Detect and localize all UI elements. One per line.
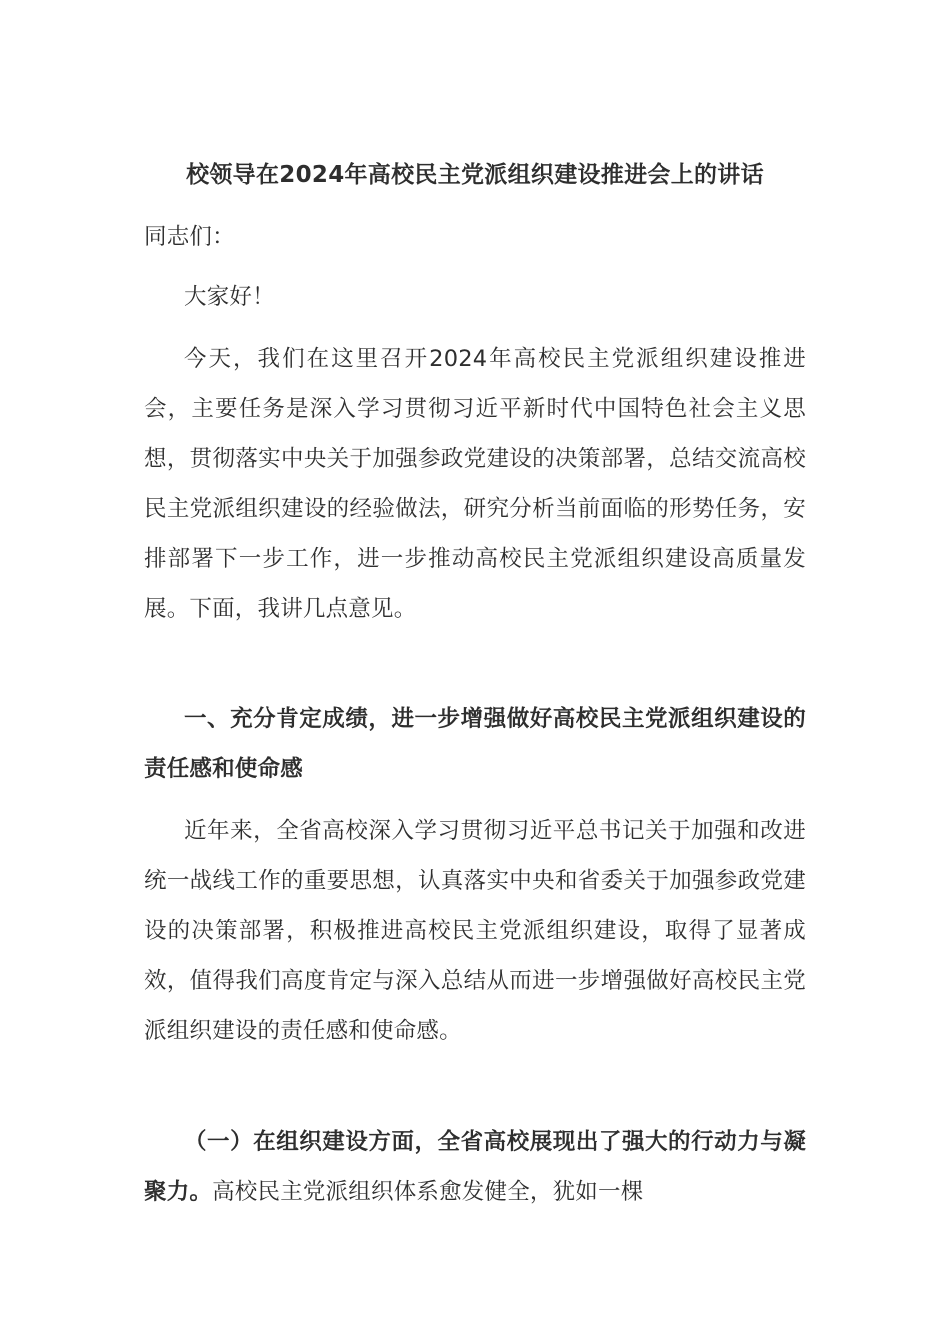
section-1-paragraph: 近年来，全省高校深入学习贯彻习近平总书记关于加强和改进统一战线工作的重要思想，认真落实中央和省委关于加强参政党建设的决策部署，积极推进高校民主党派组织建设，取得了显著成效，值得我们高度肯定与深入总结从而进一步增强做好高校民主党派组织建设的责任感和使命感。	[144, 818, 806, 1044]
greeting: 大家好！	[184, 284, 275, 310]
document-title: 校领导在2024年高校民主党派组织建设推进会上的讲话	[186, 162, 764, 188]
subsection-heading-1: （一）在组织建设方面，全省高校展现出了强大的行动力与凝聚力。	[144, 1129, 806, 1205]
section-heading-1: 一、充分肯定成绩，进一步增强做好高校民主党派组织建设的责任感和使命感	[144, 706, 806, 782]
salutation: 同志们：	[144, 224, 235, 250]
subsection-1-text: 高校民主党派组织体系愈发健全，犹如一棵	[212, 1179, 644, 1205]
intro-paragraph: 今天，我们在这里召开2024年高校民主党派组织建设推进会，主要任务是深入学习贯彻习近平新时代中国特色社会主义思想，贯彻落实中央关于加强参政党建设的决策部署，总结交流高校民主党派组织建设的经验做法，研究分析当前面临的形势任务，安排部署下一步工作，进一步推动高校民主党派组织建设高质量发展。下面，我讲几点意见。	[144, 346, 806, 622]
subsection-1-paragraph	[144, 1117, 806, 1217]
